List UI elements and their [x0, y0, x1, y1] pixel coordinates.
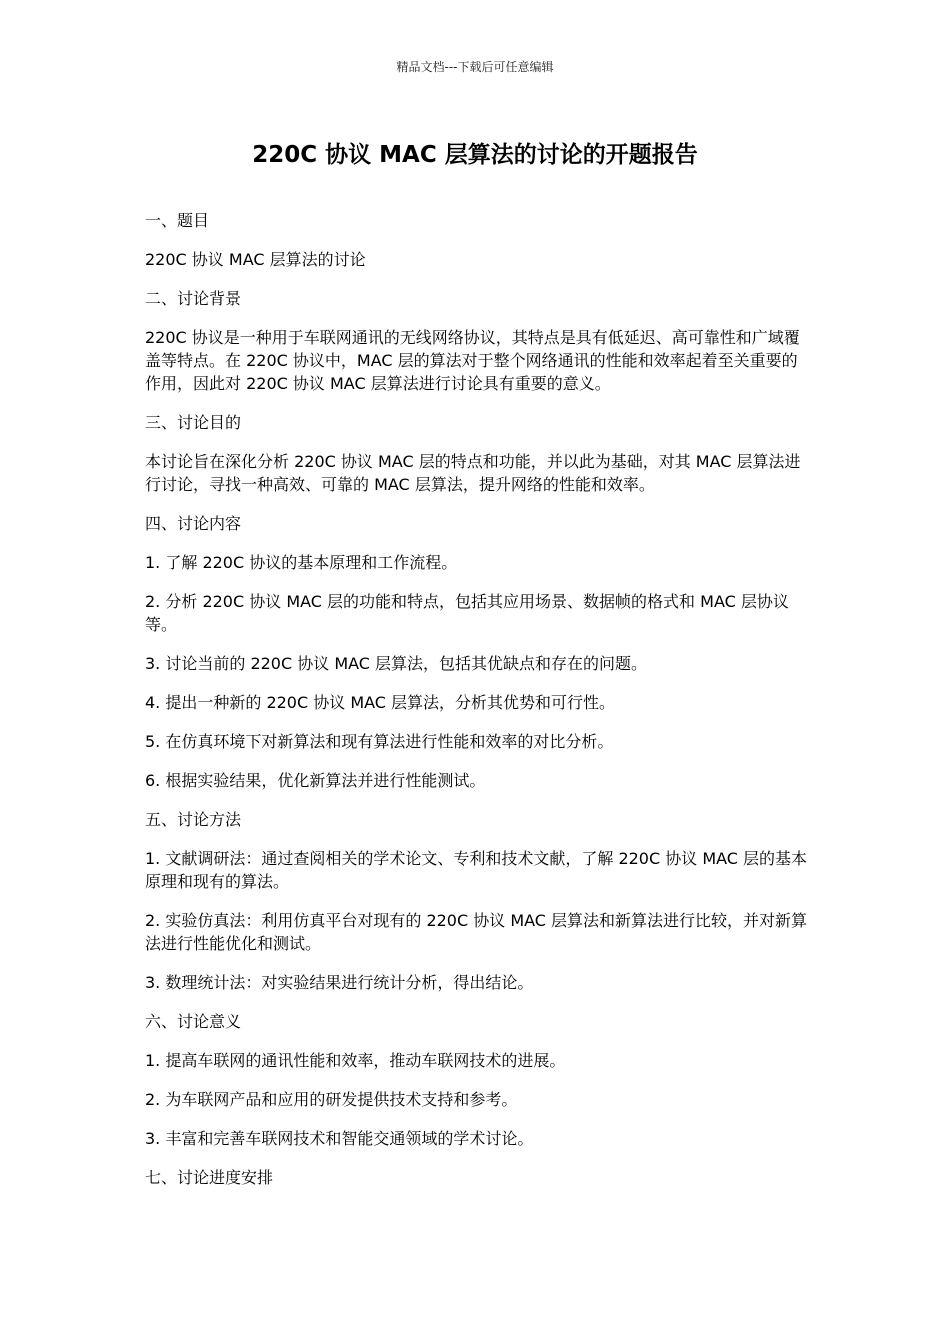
- content-item: 2. 分析 220C 协议 MAC 层的功能和特点，包括其应用场景、数据帧的格式和 MAC 层协议等。: [145, 592, 789, 634]
- method-item: 2. 实验仿真法：利用仿真平台对现有的 220C 协议 MAC 层算法和新算法进行比较，并对新算法进行性能优化和测试。: [145, 911, 808, 953]
- section-heading-content: 四、讨论内容: [145, 514, 242, 533]
- purpose-text: 本讨论旨在深化分析 220C 协议 MAC 层的特点和功能，并以此为基础，对其 MAC 层算法进行讨论，寻找一种高效、可靠的 MAC 层算法，提升网络的性能和效率。: [145, 452, 801, 494]
- significance-item: 3. 丰富和完善车联网技术和智能交通领域的学术讨论。: [145, 1129, 534, 1148]
- content-item: 1. 了解 220C 协议的基本原理和工作流程。: [145, 553, 458, 572]
- document-title: 220C 协议 MAC 层算法的讨论的开题报告: [252, 142, 698, 168]
- section-heading-methods: 五、讨论方法: [145, 810, 242, 829]
- content-item: 5. 在仿真环境下对新算法和现有算法进行性能和效率的对比分析。: [145, 732, 614, 751]
- section-heading-topic: 一、题目: [145, 211, 210, 230]
- section-heading-background: 二、讨论背景: [145, 289, 242, 308]
- content-item: 3. 讨论当前的 220C 协议 MAC 层算法，包括其优缺点和存在的问题。: [145, 654, 648, 673]
- section-heading-purpose: 三、讨论目的: [145, 413, 242, 432]
- document-body: [145, 209, 810, 1205]
- header-note: 精品文档---下载后可任意编辑: [396, 60, 554, 74]
- background-text: 220C 协议是一种用于车联网通讯的无线网络协议，其特点是具有低延迟、高可靠性和广域覆盖等特点。在 220C 协议中，MAC 层的算法对于整个网络通讯的性能和效率起着至关重要的作用，因此对 220C 协议 MAC 层算法进行讨论具有重要的意义。: [145, 328, 800, 393]
- significance-item: 2. 为车联网产品和应用的研发提供技术支持和参考。: [145, 1090, 518, 1109]
- method-item: 3. 数理统计法：对实验结果进行统计分析，得出结论。: [145, 973, 534, 992]
- section-heading-significance: 六、讨论意义: [145, 1012, 242, 1031]
- content-item: 4. 提出一种新的 220C 协议 MAC 层算法，分析其优势和可行性。: [145, 693, 616, 712]
- topic-text: 220C 协议 MAC 层算法的讨论: [145, 250, 366, 269]
- method-item: 1. 文献调研法：通过查阅相关的学术论文、专利和技术文献，了解 220C 协议 MAC 层的基本原理和现有的算法。: [145, 849, 808, 891]
- content-item: 6. 根据实验结果，优化新算法并进行性能测试。: [145, 771, 486, 790]
- significance-item: 1. 提高车联网的通讯性能和效率，推动车联网技术的进展。: [145, 1051, 566, 1070]
- section-heading-schedule: 七、讨论进度安排: [145, 1168, 274, 1187]
